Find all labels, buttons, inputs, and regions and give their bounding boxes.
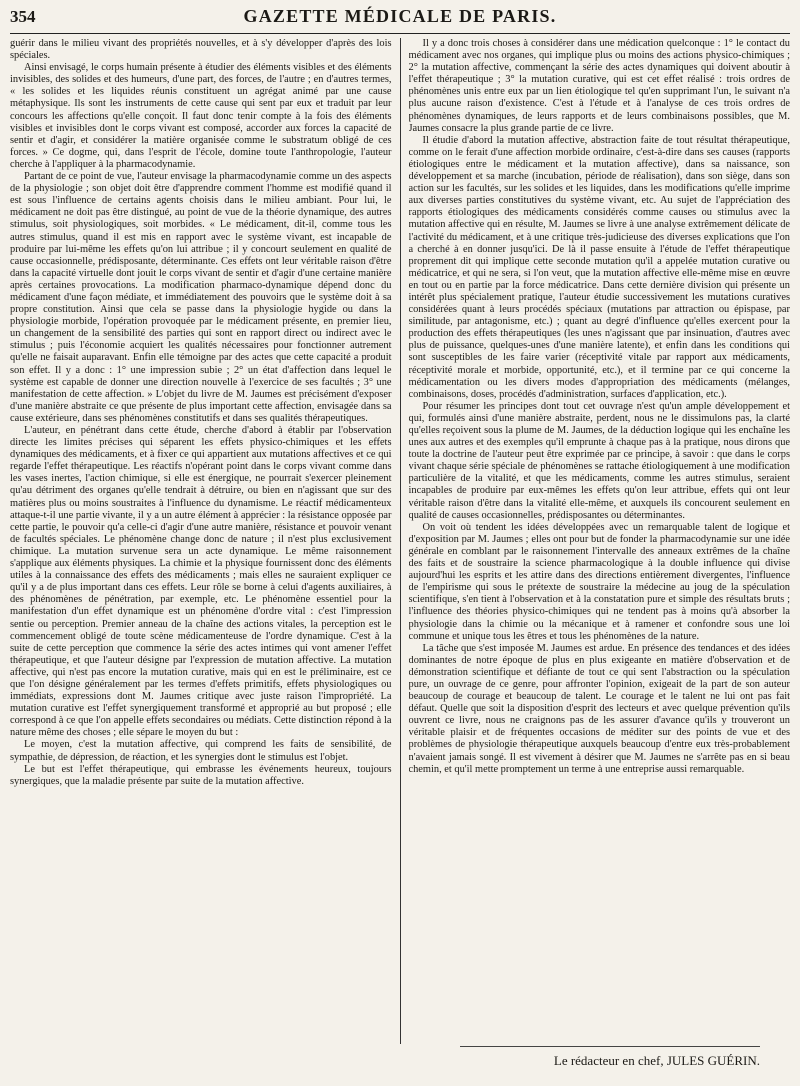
- paragraph: Le but est l'effet thérapeutique, qui embrasse les événements heureux, toujours synergiques, que la maladie présente par suite de la mutation affective.: [10, 763, 392, 787]
- journal-title: GAZETTE MÉDICALE DE PARIS.: [243, 6, 557, 26]
- page-header: [10, 6, 790, 34]
- paragraph: L'auteur, en pénétrant dans cette étude, cherche d'abord à établir par l'observation directe les limites précises qui séparent les effets physico-chimiques et les effets dynamiques des médicaments, et à fixer ce qui appartient aux mutations affectives et ce qui regarde l'effet thérapeutique. Les réactifs n'opérant point dans le corps vivant comme dans les vases inertes, l'action chimique, si elle est énergique, ne pourrait s'exercer pleinement qu'au détriment des organes qu'elle tendrait à détruire, ou bien en n'agissant que sur des matières plus ou moins soustraites à l'influence du dynamisme. Le réactif médicamenteux attaque-t-il une partie vivante, il y a un autre élément à apprécier : la résistance opposée par cette partie, le pouvoir qu'a celle-ci d'agir d'une autre manière, résistance et pouvoir venant de facultés spéciales. Le phénomène change donc de nature ; il n'est plus exclusivement chimique. La mutation survenue sera un acte dynamique. Le même raisonnement s'applique aux éléments physiques. La chimie et la physique fournissent donc des éléments utiles à la connaissance des effets des médicaments ; mais elles ne sauraient expliquer ce qu'il y a de plus important dans ces effets. Leur rôle se borne à celui d'agents auxiliaires, à des phénomènes de pénétration, par exemple, etc. Le phénomène essentiel pour la manifestation d'un effet dynamique est un phénomène d'ordre vital : c'est l'impression sentie ou perception. Premier anneau de la chaîne des actions vitales, la perception est le commencement obligé de toute scène médicamenteuse de l'ordre dynamique. C'est à la suite de cette perception que commence la série des actes intimes qui vont amener l'effet thérapeutique, et que l'auteur désigne par l'expression de mutation affective. La mutation affective, qui n'est pas encore la mutation curative, mais qui en est le préliminaire, est ce que l'on désigne généralement par les termes d'effets primitifs, effets physiologiques ou immédiats, expressions dont M. Jaumes critique avec juste raison l'impropriété. La mutation curative est l'effet synergiquement transformé et approprié au but proposé ; elle correspond à ce que l'on appelle effets secondaires ou médiats. Cette distinction répond à la nature même des choses ; elle sépare le moyen du but :: [10, 425, 392, 739]
- paragraph: Le moyen, c'est la mutation affective, qui comprend les faits de sensibilité, de sympathie, de dépression, de réaction, et les synergies dont le stimulus est l'objet.: [10, 739, 392, 763]
- paragraph: Pour résumer les principes dont tout cet ouvrage n'est qu'un ample développement et qui, formulés ainsi d'une manière abstraite, perdent, nous ne le dissimulons pas, la clarté qu'elles reçoivent sous la plume de M. Jaumes, de la déduction logique qui les enchaîne les unes aux autres et des exemples qu'il emprunte à chaque pas à la pratique, nous dirons que toute la doctrine de l'auteur peut être exprimée par ce principe, à savoir : que dans le corps vivant chaque série spéciale de phénomènes se rattache étiologiquement à une modification particulière de la vitalité, et que les médicaments, comme les autres stimulus, seraient incapables de produire par eux-mêmes les effets qu'on leur attribue, effets qui ont leur véritable raison d'être dans la vitalité elle-même, et auxquels ils concourent seulement en qualité de causes occasionnelles, prédisposantes ou déterminantes.: [408, 400, 790, 521]
- paragraph: Ainsi envisagé, le corps humain présente à étudier des éléments visibles et des éléments invisibles, des solides et des humeurs, d'une part, des forces, de l'autre ; en d'autres termes, « les solides et les liquides réunis constituent un agrégat animé par une cause métaphysique. Ils sont les instruments de cette cause qui sent par eux et traduit par leur concours les affections qu'elle conçoit. Il faut donc tenir compte à la fois des éléments visibles et invisibles dont le corps vivant est composé, accorder aux forces la capacité de sentir et d'agir, et considérer la matière organisée comme le substratum obligé de ces forces. » Ce dogme, qui, dans l'esprit de l'école, domine toute l'anthropologie, l'auteur cherche à l'appliquer à la pharmacodynamie.: [10, 62, 392, 170]
- paragraph: Partant de ce point de vue, l'auteur envisage la pharmacodynamie comme un des aspects de la physiologie ; son objet doit être d'apprendre comment l'homme est modifié quand il est sous l'influence de certains agents choisis dans le milieu ambiant. Pour lui, le médicament ne doit pas être distingué, au point de vue de la théorie dynamique, des autres stimulus, soit physiologiques, soit morbides. « Le médicament, dit-il, comme tous les autres stimulus, quand il est mis en rapport avec le système vivant, est incapable de produire par lui-même les effets qu'on lui attribue ; il y concourt seulement en qualité de cause occasionnelle, prédisposante, déterminante. Ces effets ont leur véritable raison d'être dans la capacité virtuelle dont jouit le corps vivant de sentir et d'agir d'une certaine manière après certaines provocations. La modification pharmaco-dynamique dépend donc du médicament d'une façon médiate, et immédiatement des pouvoirs que le système doit à sa propre constitution. Ainsi que cela se passe dans la physiologie hygide ou dans la physiologie morbide, l'opération provoquée par le médicament présente, en premier lieu, un changement de la sensibilité des parties qui sont en rapport direct ou indirect avec le stimulus ; puis l'économie acquiert les qualités nécessaires pour fonctionner autrement qu'elle ne faisait auparavant. Enfin elle témoigne par des actes que cette capacité a produit son effet. Il y a donc : 1° une impression subie ; 2° un état d'affection dans lequel le système est capable de donner une direction nouvelle à l'exercice de ses facultés ; 3° une manifestation de cette affection. » L'objet du livre de M. Jaumes est précisément d'exposer d'une manière abstraite ce que présente de plus important cette affection, envisagée dans sa cause extérieure, dans ses phénomènes constitutifs et dans ses qualités thérapeutiques.: [10, 171, 392, 424]
- article-columns: [10, 38, 790, 1044]
- right-column: [409, 38, 791, 1044]
- paragraph: Il y a donc trois choses à considérer dans une médication quelconque : 1° le contact du médicament avec nos organes, qui implique plus ou moins des actions physico-chimiques ; 2° la mutation affective, commençant la série des actes dynamiques qui doivent aboutir à l'effet thérapeutique ; 3° la mutation curative, qui est cet effet réalisé : trois ordres de phénomènes unis entre eux par un lien étiologique tel qu'en supprimant l'un, le suivant n'a plus aucune raison d'existence. C'est à l'étude et à l'analyse de ces trois ordres de phénomènes dynamiques, de leurs rapports et de leurs combinaisons possibles, que M. Jaumes consacre la plus grande partie de ce livre.: [408, 38, 790, 134]
- paragraph: guérir dans le milieu vivant des propriétés nouvelles, et à s'y développer d'après des lois spéciales.: [10, 38, 392, 62]
- editor-signature: Le rédacteur en chef, JULES GUÉRIN.: [460, 1046, 760, 1069]
- left-column: [10, 38, 392, 1044]
- paragraph: On voit où tendent les idées développées avec un remarquable talent de logique et d'exposition par M. Jaumes ; elles ont pour but de fonder la pharmacodynamie sur une idée générale en comblant par le raisonnement l'intervalle des anneaux extrêmes de la chaîne des faits et de soustraire la science pharmacologique à la double influence qui divise aujourd'hui les esprits et les attire dans des directions entièrement divergentes, l'influence de l'empirisme qui sous le prétexte de soustraire la médecine au joug de la spéculation scientifique, s'en tient à l'observation et à la constatation pure et simple des résultats bruts ; l'influence des théories physico-chimiques qui ne tendent pas à moins qu'à absorber la physiologie dans la chimie ou la mécanique et à ramener et confondre sous une loi commune et unique tous les êtres et tous les phénomènes de la nature.: [408, 521, 790, 642]
- paragraph: La tâche que s'est imposée M. Jaumes est ardue. En présence des tendances et des idées dominantes de notre époque de plus en plus exigeante en matière d'observation et de démonstration scientifique et défiante de tout ce qui sent l'abstraction ou la spéculation pure, un ouvrage de ce genre, pour affronter l'opinion, exigeait de la part de son auteur beaucoup de courage et beaucoup de talent. Le courage et le talent ne lui ont pas fait défaut. Quelle que soit la disposition d'esprit des lecteurs et avec quelque prévention qu'ils ouvrent ce livre, nous ne craignons pas de les assurer d'avance qu'ils y trouveront un véritable plaisir et de fréquentes occasions de méditer sur des points de vue et des problèmes de physiologie thérapeutique auxquels beaucoup d'entre eux très-probablement n'avaient jamais songé. Il est vivement à désirer que M. Jaumes ne s'arrête pas en si beau chemin, et qu'il mette promptement un terme à une entreprise aussi remarquable.: [408, 642, 790, 775]
- column-divider: [400, 38, 401, 1044]
- paragraph: Il étudie d'abord la mutation affective, abstraction faite de tout résultat thérapeutique, comme on le ferait d'une affection morbide ordinaire, c'est-à-dire dans ses causes (rapports étiologiques entre le médicament et la mutation affective), dans sa naissance, son développement et sa marche (incubation, période de réalisation), dans son siège, dans son action sur les facultés, sur les solides et les liquides, dans les modifications qu'elle imprime aux diverses parties constitutives du système vivant, etc. Au sujet de l'appréciation des rapports étiologiques des médicaments considérés comme causes ou stimulus avec la mutation affective qui en résulte, M. Jaumes se livre à une analyse extrêmement délicate de l'activité du médicament, et à une critique très-judicieuse des diverses explications que l'on a cherché à en donner jusqu'ici. De là il passe ensuite à l'étude de l'effet thérapeutique proprement dit qui implique cette seconde mutation qu'il a appelée mutation curative ou médicatrice, et qui ne sera, si l'on veut, que la mutation affective elle-même mise en œuvre en tout ou en partie par la force médicatrice. Dans cette dernière division qui présente un intérêt plus spécialement pratique, l'auteur étudie successivement les mutations curatives considérées quant à leurs procédés spéciaux (mutations par attraction ou épispase, par similitude, par antagonisme, etc.) ; quant au degré d'influence qu'elles exercent pour la production des effets thérapeutiques (les unes n'agissant que par insinuation, d'autres avec plus de puissance, quelques-unes d'une manière latente), et enfin dans les conditions qui sont susceptibles de les faire varier (réceptivité vitale par rapport aux médicaments, réceptivité morale et morbide, opportunité, etc.), et il termine par ce qui concerne la médicamentation ou les divers modes d'appropriation des médicaments (mélanges, combinaisons, doses, procédés d'administration, surfaces d'application, etc.).: [408, 134, 790, 400]
- page-number: 354: [10, 7, 36, 26]
